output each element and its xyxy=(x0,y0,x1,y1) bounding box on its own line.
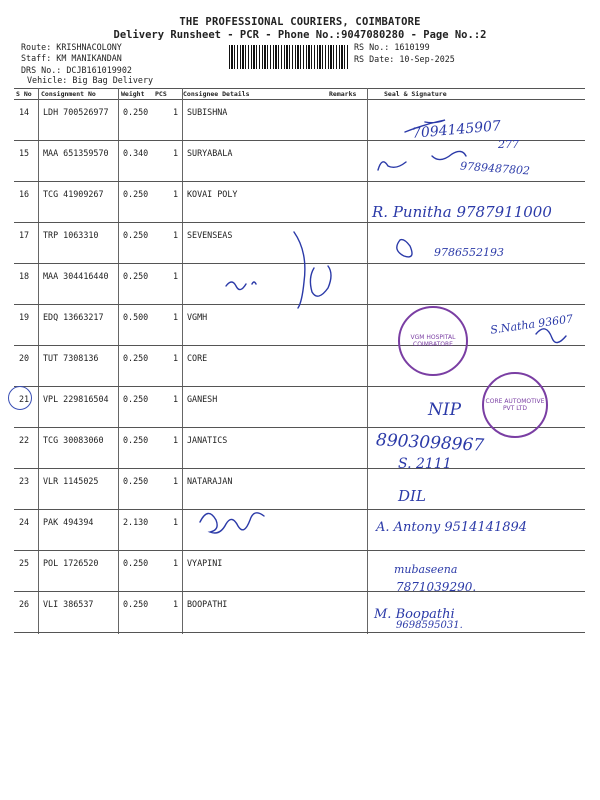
row-consignment: LDH 700526977 xyxy=(43,107,109,117)
runsheet-subtitle: Delivery Runsheet - PCR - Phone No.:9047080280 - Page No.:2 xyxy=(113,29,487,41)
signature-row-22: 8903098967 xyxy=(375,430,485,456)
row-consignee: GANESH xyxy=(187,394,218,404)
header-sno: S No xyxy=(16,90,32,98)
row-pcs: 1 xyxy=(173,558,179,568)
signature-row-15: 9789487802 xyxy=(459,159,531,178)
row-consignment: TCG 41909267 xyxy=(43,189,104,199)
row-sno: 26 xyxy=(19,599,30,609)
row-pcs: 1 xyxy=(173,476,179,486)
row-sno: 25 xyxy=(19,558,30,568)
rs-number: RS No.: 1610199 xyxy=(354,42,430,52)
row-consignment: TRP 1063310 xyxy=(43,230,99,240)
row-pcs: 1 xyxy=(173,435,179,445)
vehicle-label: Vehicle: Big Bag Delivery xyxy=(27,75,154,85)
signature-row-25-phone: 7871039290. xyxy=(396,580,477,594)
row-pcs: 1 xyxy=(173,107,179,117)
row-pcs: 1 xyxy=(173,353,179,363)
row-pcs: 1 xyxy=(173,517,179,527)
row-weight: 0.250 xyxy=(123,189,149,199)
row-consignment: PAK 494394 xyxy=(43,517,94,527)
signature-row-17: 9786552193 xyxy=(434,246,504,259)
signature-row-14-extra: 277 xyxy=(498,138,519,151)
header-consignee: Consignee Details xyxy=(183,90,250,98)
signature-row-16: R. Punitha 9787911000 xyxy=(372,203,552,221)
signature-row-14: 7094145907 xyxy=(411,118,502,142)
rs-date: RS Date: 10-Sep-2025 xyxy=(354,54,455,64)
signature-row-26: M. Boopathi xyxy=(374,607,455,622)
header-pcs: PCS xyxy=(155,90,167,98)
row-consignment: VLI 386537 xyxy=(43,599,94,609)
row-pcs: 1 xyxy=(173,148,179,158)
signature-row-19: S.Natha 93607 xyxy=(489,312,574,337)
row-sno: 14 xyxy=(19,107,30,117)
header-consignment: Consignment No xyxy=(41,90,96,98)
row-consignee: JANATICS xyxy=(187,435,228,445)
row-consignment: TCG 30083060 xyxy=(43,435,104,445)
row-consignment: TUT 7308136 xyxy=(43,353,99,363)
signature-row-25: mubaseena xyxy=(394,563,458,576)
row-weight: 0.250 xyxy=(123,476,149,486)
row-sno: 21 xyxy=(19,394,30,404)
row-pcs: 1 xyxy=(173,189,179,199)
row-sno: 22 xyxy=(19,435,30,445)
row-consignee: KOVAI POLY xyxy=(187,189,238,199)
row-weight: 0.250 xyxy=(123,394,149,404)
hospital-stamp: VGM HOSPITAL COIMBATORE xyxy=(398,306,468,376)
route-label: Route: KRISHNACOLONY xyxy=(21,42,122,52)
row-consignment: VPL 229816504 xyxy=(43,394,109,404)
row-consignment: MAA 651359570 xyxy=(43,148,109,158)
header-remarks: Remarks xyxy=(329,90,357,98)
company-stamp: CORE AUTOMOTIVE PVT LTD xyxy=(482,372,548,438)
row-consignee: CORE xyxy=(187,353,208,363)
row-sno: 24 xyxy=(19,517,30,527)
header-seal-signature: Seal & Signature xyxy=(384,90,447,98)
row-sno: 18 xyxy=(19,271,30,281)
row-consignee: VGMH xyxy=(187,312,208,322)
row-sno: 17 xyxy=(19,230,30,240)
row-pcs: 1 xyxy=(173,599,179,609)
row-pcs: 1 xyxy=(173,394,179,404)
signature-row-26-phone: 9698595031. xyxy=(396,620,463,631)
row-consignee: SEVENSEAS xyxy=(187,230,233,240)
signature-row-24: A. Antony 9514141894 xyxy=(376,520,528,535)
row-weight: 0.250 xyxy=(123,353,149,363)
row-weight: 0.500 xyxy=(123,312,149,322)
row-sno: 20 xyxy=(19,353,30,363)
row-weight: 2.130 xyxy=(123,517,149,527)
row-weight: 0.250 xyxy=(123,435,149,445)
row-weight: 0.250 xyxy=(123,107,149,117)
staff-label: Staff: KM MANIKANDAN xyxy=(21,53,122,63)
row-sno: 19 xyxy=(19,312,30,322)
header-weight: Weight xyxy=(121,90,145,98)
row-consignment: EDQ 13663217 xyxy=(43,312,104,322)
row-sno: 16 xyxy=(19,189,30,199)
signature-row-22-extra: S. 2111 xyxy=(398,456,452,472)
row-pcs: 1 xyxy=(173,271,179,281)
signature-row-21: NIP xyxy=(428,400,462,420)
row-consignee: BOOPATHI xyxy=(187,599,228,609)
signature-row-23: DIL xyxy=(398,487,426,505)
row-consignment: VLR 1145025 xyxy=(43,476,99,486)
row-weight: 0.250 xyxy=(123,599,149,609)
row-weight: 0.250 xyxy=(123,271,149,281)
drs-label: DRS No.: DCJB161019902 xyxy=(21,65,132,75)
company-title: THE PROFESSIONAL COURIERS, COIMBATORE xyxy=(179,16,421,28)
row-sno: 15 xyxy=(19,148,30,158)
row-consignment: POL 1726520 xyxy=(43,558,99,568)
row-consignment: MAA 304416440 xyxy=(43,271,109,281)
row-consignee: SURYABALA xyxy=(187,148,233,158)
row-consignee: SUBISHNA xyxy=(187,107,228,117)
row-pcs: 1 xyxy=(173,230,179,240)
row-weight: 0.250 xyxy=(123,230,149,240)
row-consignee: NATARAJAN xyxy=(187,476,233,486)
row-sno: 23 xyxy=(19,476,30,486)
row-weight: 0.250 xyxy=(123,558,149,568)
row-weight: 0.340 xyxy=(123,148,149,158)
row-consignee: VYAPINI xyxy=(187,558,223,568)
row-pcs: 1 xyxy=(173,312,179,322)
